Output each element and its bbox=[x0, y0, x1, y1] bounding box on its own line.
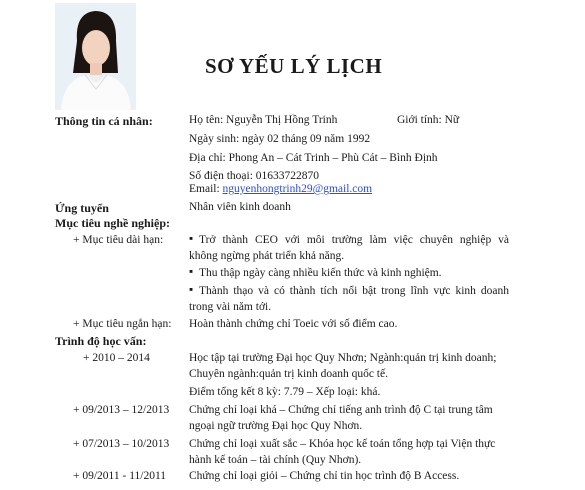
edu-period: + 2010 – 2014 bbox=[83, 352, 150, 364]
email-link[interactable]: nguyenhongtrinh29@gmail.com bbox=[222, 183, 373, 195]
section-personal: Thông tin cá nhân: bbox=[55, 114, 153, 128]
portrait-image bbox=[55, 3, 136, 110]
bullet-icon: ▪ bbox=[189, 284, 194, 296]
long-goal-2-line-1: Thu thập ngày càng nhiều kiến thức và kinh nghiệm. bbox=[199, 267, 442, 279]
bullet-icon: ▪ bbox=[189, 233, 194, 245]
long-goal-1-line-2: không ngừng phát triển khả năng. bbox=[189, 250, 345, 262]
edu-3-line-2: hành kế toán – tài chính (Quy Nhơn). bbox=[189, 454, 362, 466]
profile-photo bbox=[55, 3, 136, 110]
phone-field: Số điện thoại: 01633722870 bbox=[189, 170, 320, 182]
section-apply: Ứng tuyển bbox=[55, 201, 109, 215]
edu-1-line-2: Chuyên ngành:quản trị kinh doanh quốc tế. bbox=[189, 368, 388, 380]
edu-3-line-1: Chứng chỉ loại xuất sắc – Khóa học kế toán tổng hợp tại Viện thực bbox=[189, 438, 496, 450]
long-goal-1-line-1: Trở thành CEO với môi trường làm việc chuyên nghiệp và bbox=[199, 234, 509, 246]
apply-value: Nhân viên kinh doanh bbox=[189, 201, 291, 213]
edu-1-line-3: Điểm tổng kết 8 kỳ: 7.79 – Xếp loại: khá. bbox=[189, 386, 381, 398]
long-goal-3-line-1: Thành thạo và có thành tích nổi bật trong lĩnh vực kinh doanh bbox=[199, 285, 509, 297]
dob-field: Ngày sinh: ngày 02 tháng 09 năm 1992 bbox=[189, 133, 371, 145]
edu-1-line-1: Học tập tại trường Đại học Quy Nhơn; Ngành:quản trị kinh doanh; bbox=[189, 352, 497, 364]
short-goal: Hoàn thành chứng chỉ Toeic với số điểm cao. bbox=[189, 318, 398, 330]
edu-period: + 09/2011 - 11/2011 bbox=[73, 470, 167, 482]
page-title: SƠ YẾU LÝ LỊCH bbox=[205, 54, 383, 78]
gender-field: Giới tính: Nữ bbox=[397, 114, 460, 126]
edu-period: + 09/2013 – 12/2013 bbox=[73, 404, 170, 416]
name-field: Họ tên: Nguyễn Thị Hồng Trinh bbox=[189, 114, 338, 126]
short-term-label: + Mục tiêu ngắn hạn: bbox=[73, 318, 172, 330]
bullet-icon: ▪ bbox=[189, 266, 194, 278]
edu-period: + 07/2013 – 10/2013 bbox=[73, 438, 170, 450]
email-label: Email: bbox=[189, 183, 220, 195]
email-field bbox=[189, 183, 372, 195]
long-goal-3-line-2: trong vài năm tới. bbox=[189, 301, 272, 313]
section-education: Trình độ học vấn: bbox=[55, 334, 147, 348]
edu-2-line-1: Chứng chỉ loại khá – Chứng chỉ tiếng anh trình độ C tại trung tâm bbox=[189, 404, 493, 416]
edu-2-line-2: ngoại ngữ trường Đại học Quy Nhơn. bbox=[189, 420, 363, 432]
address-field: Địa chỉ: Phong An – Cát Trinh – Phù Cát – Bình Định bbox=[189, 152, 438, 164]
edu-4-line-1: Chứng chỉ loại giỏi – Chứng chỉ tin học trình độ B Access. bbox=[189, 470, 460, 482]
section-goals: Mục tiêu nghề nghiệp: bbox=[55, 216, 171, 230]
long-term-label: + Mục tiêu dài hạn: bbox=[73, 234, 164, 246]
